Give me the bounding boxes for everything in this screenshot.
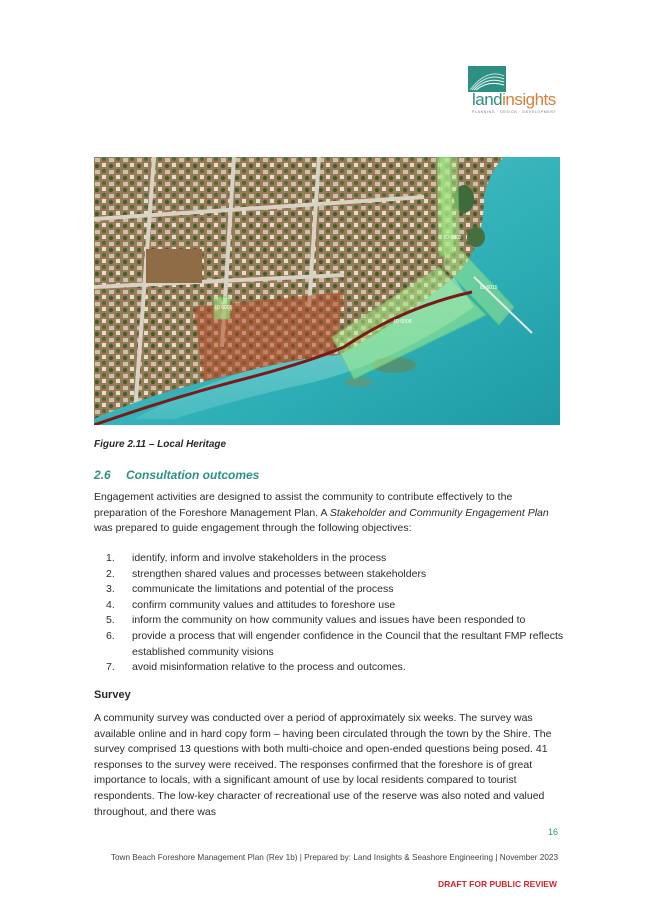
map-label: ID 6005 [215, 305, 233, 311]
logo-arc-icon [468, 66, 506, 92]
land-insights-logo [468, 66, 568, 118]
section-intro: Engagement activities are designed to assist the community to contribute effectively to the preparation of the Foreshore Management Plan. A Stakeholder and Community Engagement Plan was prepared to guide engagement through the following objectives: [94, 491, 549, 535]
page-number: 16 [548, 827, 559, 837]
list-item: 4. confirm community values and attitudes to foreshore use [106, 598, 396, 611]
survey-body: A community survey was conducted over a period of approximately six weeks. The survey was available online and in hard copy form – having been circulated through the town by the Shire. The survey comprised 13 questions with both multi-choice and open-ended questions being posed. 41 responses to the survey were received. The responses confirmed that the foreshore is of great importance to locals, with a significant amount of use by local residents compared to tourist respondents. The low-key character of recreational use of the reserve was also noted and valued throughout, and there was [94, 712, 552, 818]
section-title: Consultation outcomes [126, 468, 260, 482]
local-heritage-map [94, 157, 560, 425]
objectives-list [106, 551, 566, 676]
list-item: 7. avoid misinformation relative to the process and outcomes. [106, 661, 406, 674]
logo-tagline: PLANNING · DESIGN · DEVELOPMENT [472, 110, 557, 114]
map-label: ID 6008 [394, 319, 412, 325]
draft-notice: DRAFT FOR PUBLIC REVIEW [438, 879, 557, 889]
map-label: ID 6015 [480, 285, 498, 291]
map-label: ID 0003 [444, 235, 462, 241]
list-item: 5. inform the community on how community values and issues have been responded to [106, 614, 526, 627]
list-item: 1. identify, inform and involve stakeholders in the process [106, 552, 387, 564]
logo-wordmark: landinsights [472, 90, 556, 109]
list-item: 2. strengthen shared values and processes between stakeholders [106, 567, 427, 580]
list-item: 6. provide a process that will engender confidence in the Council that the resultant FMP reflects established community visions [106, 629, 564, 658]
survey-heading: Survey [94, 689, 131, 701]
figure-caption: Figure 2.11 – Local Heritage [94, 439, 227, 450]
section-heading [94, 468, 259, 482]
list-item: 3. communicate the limitations and potential of the process [106, 583, 394, 596]
section-number: 2.6 [94, 468, 111, 482]
